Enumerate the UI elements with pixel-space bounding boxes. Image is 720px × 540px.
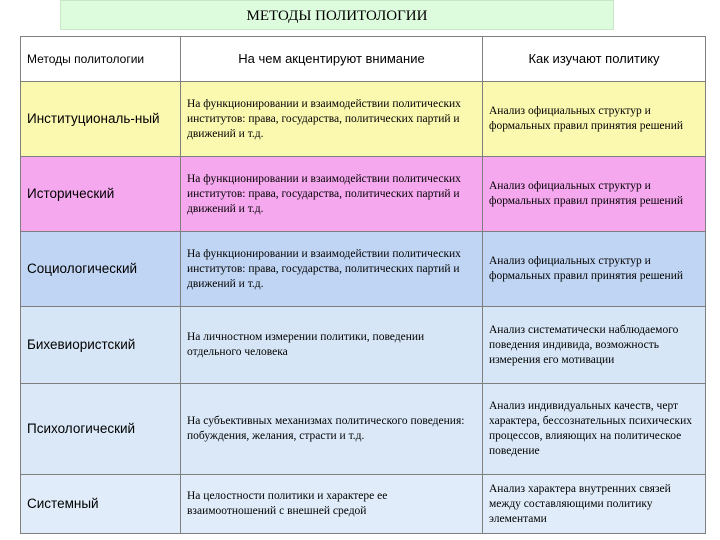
method-name: Социологический	[21, 232, 181, 307]
table-row	[21, 475, 706, 534]
method-focus: На функционировании и взаимодействии политических институтов: права, государства, политических партий и движений и т.д.	[181, 232, 483, 307]
method-name: Бихевиористский	[21, 307, 181, 384]
method-name: Институциональ-ный	[21, 82, 181, 157]
method-how: Анализ официальных структур и формальных правил принятия решений	[483, 157, 706, 232]
table-row	[21, 82, 706, 157]
method-focus: На целостности политики и характере ее взаимоотношений с внешней средой	[181, 475, 483, 534]
column-header-how: Как изучают политику	[483, 37, 706, 82]
method-name: Психологический	[21, 384, 181, 475]
method-focus: На функционировании и взаимодействии политических институтов: права, государства, политических партий и движений и т.д.	[181, 157, 483, 232]
column-header-method: Методы политологии	[21, 37, 181, 82]
method-focus: На личностном измерении политики, поведении отдельного человека	[181, 307, 483, 384]
methods-table	[20, 36, 706, 534]
method-name: Исторический	[21, 157, 181, 232]
column-header-focus: На чем акцентируют внимание	[181, 37, 483, 82]
method-how: Анализ систематически наблюдаемого поведения индивида, возможность измерения его мотивации	[483, 307, 706, 384]
table-row	[21, 384, 706, 475]
method-how: Анализ официальных структур и формальных правил принятия решений	[483, 82, 706, 157]
table-row	[21, 157, 706, 232]
method-focus: На субъективных механизмах политического поведения: побуждения, желания, страсти и т.д.	[181, 384, 483, 475]
method-how: Анализ характера внутренних связей между составляющими политику элементами	[483, 475, 706, 534]
method-name: Системный	[21, 475, 181, 534]
table-header-row	[21, 37, 706, 82]
table-row	[21, 232, 706, 307]
method-focus: На функционировании и взаимодействии политических институтов: права, государства, политических партий и движений и т.д.	[181, 82, 483, 157]
page-title: МЕТОДЫ ПОЛИТОЛОГИИ	[60, 0, 614, 30]
method-how: Анализ индивидуальных качеств, черт характера, бессознательных психических процессов, влияющих на политическое поведение	[483, 384, 706, 475]
table-row	[21, 307, 706, 384]
method-how: Анализ официальных структур и формальных правил принятия решений	[483, 232, 706, 307]
